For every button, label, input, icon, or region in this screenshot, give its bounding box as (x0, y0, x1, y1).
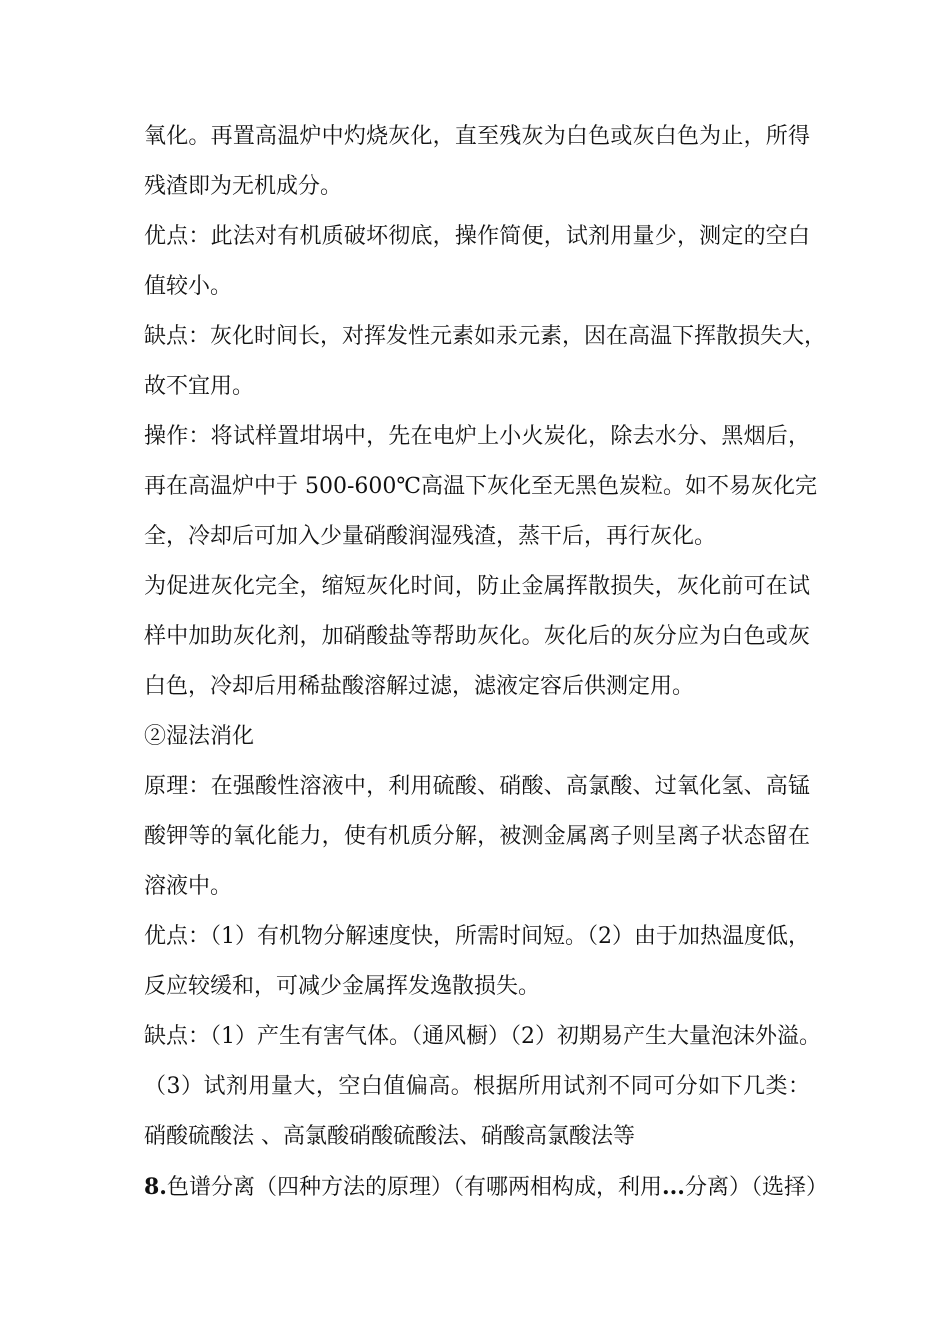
text-line: 残渣即为无机成分。 (144, 174, 343, 199)
text-line: 溶液中。 (144, 874, 233, 899)
text-line: 原理：在强酸性溶液中，利用硫酸、硝酸、高氯酸、过氧化氢、高锰 (144, 774, 810, 799)
paragraph (144, 312, 827, 412)
paragraph (144, 1012, 821, 1162)
text-line: 氧化。再置高温炉中灼烧灰化，直至残灰为白色或灰白色为止，所得 (144, 124, 810, 149)
text-line: 再在高温炉中于 500-600℃高温下灰化至无黑色炭粒。如不易灰化完 (144, 474, 818, 499)
text-line: 缺点：灰化时间长，对挥发性元素如汞元素，因在高温下挥散损失大， (144, 324, 827, 349)
text-line: （3）试剂用量大，空白值偏高。根据所用试剂不同可分如下几类： (144, 1074, 810, 1099)
text-line: 值较小。 (144, 274, 233, 299)
body-text (0, 112, 950, 1162)
text-line: 操作：将试样置坩埚中，先在电炉上小火炭化，除去水分、黑烟后， (144, 424, 810, 449)
text-line: 白色，冷却后用稀盐酸溶解过滤，滤液定容后供测定用。 (144, 674, 695, 699)
heading-ellipsis: ... (661, 1174, 685, 1200)
paragraph (144, 412, 818, 562)
paragraph (144, 762, 810, 912)
text-line: ②湿法消化 (144, 724, 255, 749)
heading-text-start: 色谱分离（四种方法的原理）（有哪两相构成，利用 (166, 1175, 662, 1200)
text-line: 硝酸硫酸法 、高氯酸硝酸硫酸法、硝酸高氯酸法等 (144, 1124, 635, 1149)
paragraph (144, 912, 810, 1012)
text-line: 故不宜用。 (144, 374, 255, 399)
text-line: 优点：（1）有机物分解速度快，所需时间短。（2）由于加热温度低， (144, 924, 810, 949)
text-line: 优点：此法对有机质破坏彻底，操作简便，试剂用量少，测定的空白 (144, 224, 810, 249)
paragraph (144, 212, 810, 312)
paragraph (144, 562, 810, 712)
heading-text-end: 分离）（选择） (684, 1175, 828, 1200)
text-line: 全，冷却后可加入少量硝酸润湿残渣，蒸干后，再行灰化。 (144, 524, 717, 549)
paragraph (144, 112, 810, 212)
paragraph (144, 712, 810, 762)
text-line: 缺点：（1）产生有害气体。（通风橱）（2）初期易产生大量泡沫外溢。 (144, 1024, 821, 1049)
text-line: 样中加助灰化剂，加硝酸盐等帮助灰化。灰化后的灰分应为白色或灰 (144, 624, 810, 649)
text-line: 反应较缓和，可减少金属挥发逸散损失。 (144, 974, 541, 999)
text-line: 酸钾等的氧化能力，使有机质分解，被测金属离子则呈离子状态留在 (144, 824, 810, 849)
section-number: 8. (144, 1174, 167, 1200)
text-line: 为促进灰化完全，缩短灰化时间，防止金属挥散损失，灰化前可在试 (144, 574, 810, 599)
section-heading-8 (144, 1162, 828, 1213)
